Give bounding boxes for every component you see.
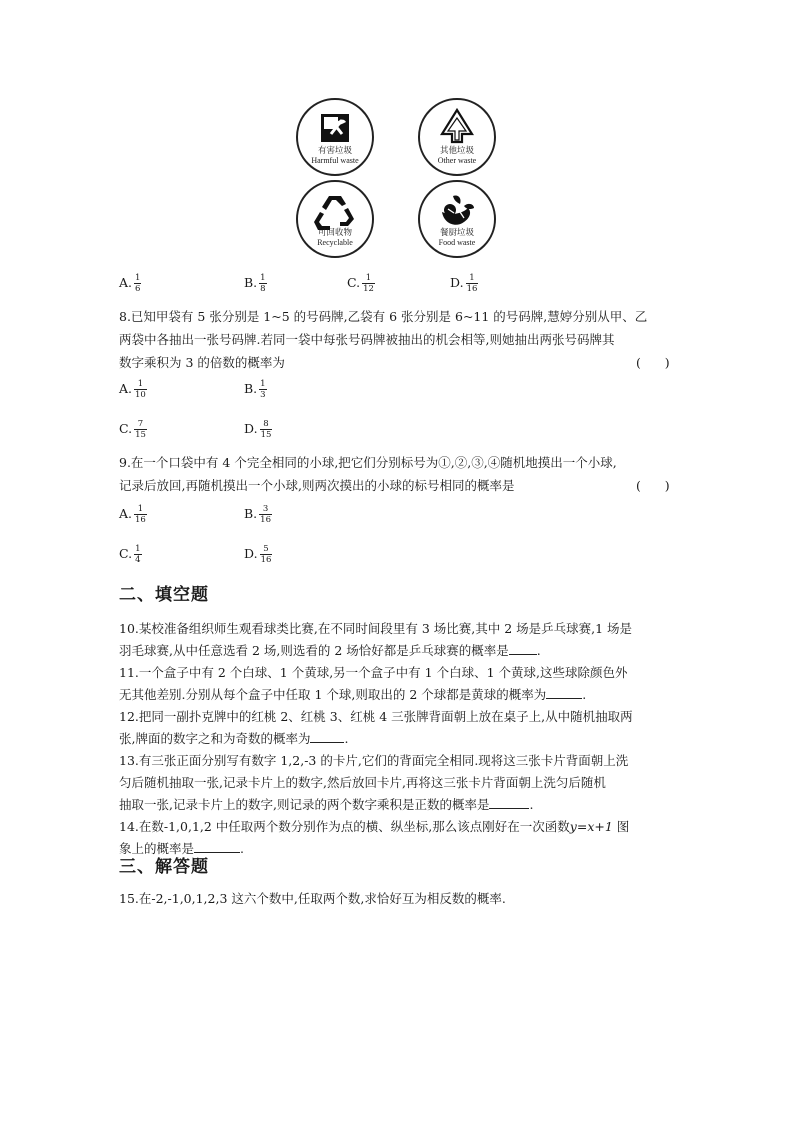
q14-text-2: 象上的概率是 [119,841,195,856]
q8-option-d [244,418,272,440]
fraction [259,504,272,525]
harmful-waste-bin [296,98,374,176]
q12-end: . [344,731,349,746]
fraction-denominator: 16 [466,284,478,294]
q14-line-1 [119,816,629,838]
option-label: C. [119,421,133,436]
q7-option-a [119,272,141,294]
section-heading-solutions: 三、解答题 [119,857,209,877]
option-label: A. [119,506,133,521]
q9-option-a [119,503,147,525]
fraction-denominator: 3 [260,390,266,400]
q10-line-2 [119,640,541,662]
q11-answer-blank[interactable] [546,684,582,699]
bin-label-en: Other waste [437,156,477,165]
bin-label-en: Recyclable [317,238,353,247]
q13-end: . [529,797,534,812]
fraction-numerator: 1 [260,379,266,389]
fraction-denominator: 16 [135,515,146,525]
fraction-denominator: 15 [135,430,146,440]
fraction-numerator: 1 [260,273,266,283]
fraction-denominator: 10 [135,390,146,400]
q11-line-1: 11.一个盒子中有 2 个白球、1 个黄球,另一个盒子中有 1 个白球、1 个黄球,这些球除颜色外 [119,665,628,680]
q8-option-a [119,378,147,400]
q10-end: . [536,643,541,658]
fraction-numerator: 5 [263,544,269,554]
option-label: A. [119,381,133,396]
q14-answer-blank[interactable] [194,838,240,853]
q14-function: y=x+1 [569,819,613,834]
q8-option-b [244,378,267,400]
other-waste-bin [418,98,496,176]
q12-answer-blank[interactable] [310,728,344,743]
q8-option-c [119,418,147,440]
garbage-sorting-figure [296,98,496,258]
fraction [466,273,479,294]
fraction [260,419,273,440]
option-label: D. [244,421,258,436]
fraction-numerator: 3 [262,504,269,514]
fraction-denominator: 16 [260,555,272,565]
fraction [362,273,375,294]
q9-option-b [244,503,272,525]
q12-text: 张,牌面的数字之和为奇数的概率为 [119,731,311,746]
fraction-numerator: 1 [365,273,372,283]
fraction-numerator: 1 [137,379,144,389]
fraction [134,273,141,294]
q11-text: 无其他差别.分别从每个盒子中任取 1 个球,则取出的 2 个球都是黄球的概率为 [119,687,547,702]
fraction-denominator: 15 [260,430,272,440]
q14-end: . [240,841,244,856]
fraction [259,379,266,400]
option-label: B. [244,506,258,521]
q14-text: 14.在数-1,0,1,2 中任取两个数分别作为点的横、纵坐标,那么该点刚好在一次函数 [119,819,570,834]
fraction-numerator: 1 [137,504,144,514]
option-label: C. [347,275,361,290]
bin-label-cn: 其他垃圾 [439,146,474,156]
bin-label-cn: 可回收物 [317,228,352,238]
bin-label-cn: 餐厨垃圾 [439,228,474,238]
fraction [134,419,147,440]
option-label: B. [244,275,258,290]
fraction [260,544,273,565]
q12-line-2 [119,728,348,750]
q8-line-1: 8.已知甲袋有 5 张分别是 1~5 的号码牌,乙袋有 6 张分别是 6~11 的号码牌,慧婷分别从甲、乙 [119,309,648,324]
fraction [134,379,147,400]
q8-line-2: 两袋中各抽出一张号码牌.若同一袋中每张号码牌被抽出的机会相等,则她抽出两张号码牌其 [119,332,615,347]
q10-text: 羽毛球赛,从中任意选看 2 场,则选看的 2 场恰好都是乒乓球赛的概率是 [119,643,509,658]
section-heading-fill-in: 二、填空题 [119,585,209,605]
fraction-numerator: 1 [135,273,141,283]
q13-line-3 [119,794,533,816]
fraction-numerator: 1 [135,544,141,554]
option-label: B. [244,381,258,396]
fraction [259,273,266,294]
fraction-denominator: 12 [363,284,374,294]
q14-text-tail: 图 [612,819,630,834]
q13-text: 抽取一张,记录卡片上的数字,则记录的两个数字乘积是正数的概率是 [119,797,490,812]
q11-end: . [582,687,587,702]
q7-option-b [244,272,267,294]
q9-option-c [119,543,142,565]
q11-line-2 [119,684,586,706]
q13-answer-blank[interactable] [489,794,529,809]
option-label: C. [119,546,133,561]
fraction-denominator: 6 [135,284,141,294]
q10-answer-blank[interactable] [509,640,537,655]
q7-option-d [450,272,478,294]
fraction [134,504,147,525]
q10-line-1: 10.某校准备组织师生观看球类比赛,在不同时间段里有 3 场比赛,其中 2 场是乒乓球赛,1 场是 [119,621,633,636]
fraction-numerator: 1 [469,273,475,283]
option-label: D. [450,275,464,290]
q12-line-1: 12.把同一副扑克牌中的红桃 2、红桃 3、红桃 4 三张牌背面朝上放在桌子上,从中随机抽取两 [119,709,633,724]
bin-label-en: Harmful waste [311,156,359,165]
q9-line-1: 9.在一个口袋中有 4 个完全相同的小球,把它们分别标号为①,②,③,④随机地摸出一个小球, [119,455,617,470]
fraction-denominator: 4 [135,555,141,565]
option-label: D. [244,546,258,561]
food-waste-bin [418,180,496,258]
fraction-denominator: 16 [260,515,271,525]
fraction-numerator: 8 [263,419,269,429]
bin-label-cn: 有害垃圾 [317,146,352,156]
q9-answer-paren: ( ) [636,478,670,493]
q15-line: 15.在-2,-1,0,1,2,3 这六个数中,任取两个数,求恰好互为相反数的概率. [119,891,506,906]
option-label: A. [119,275,133,290]
bin-label-en: Food waste [438,238,476,247]
fraction-denominator: 8 [260,284,266,294]
fraction-numerator: 7 [137,419,144,429]
fraction [134,544,141,565]
q9-option-d [244,543,272,565]
q9-line-2: 记录后放回,再随机摸出一个小球,则两次摸出的小球的标号相同的概率是 [119,478,515,493]
q13-line-1: 13.有三张正面分别写有数字 1,2,-3 的卡片,它们的背面完全相同.现将这三张卡片背面朝上洗 [119,753,629,768]
q13-line-2: 匀后随机抽取一张,记录卡片上的数字,然后放回卡片,再将这三张卡片背面朝上洗匀后随机 [119,775,606,790]
q8-answer-paren: ( ) [636,355,670,370]
q8-line-3: 数字乘积为 3 的倍数的概率为 [119,355,285,370]
q7-option-c [347,272,375,294]
recyclable-bin [296,180,374,258]
